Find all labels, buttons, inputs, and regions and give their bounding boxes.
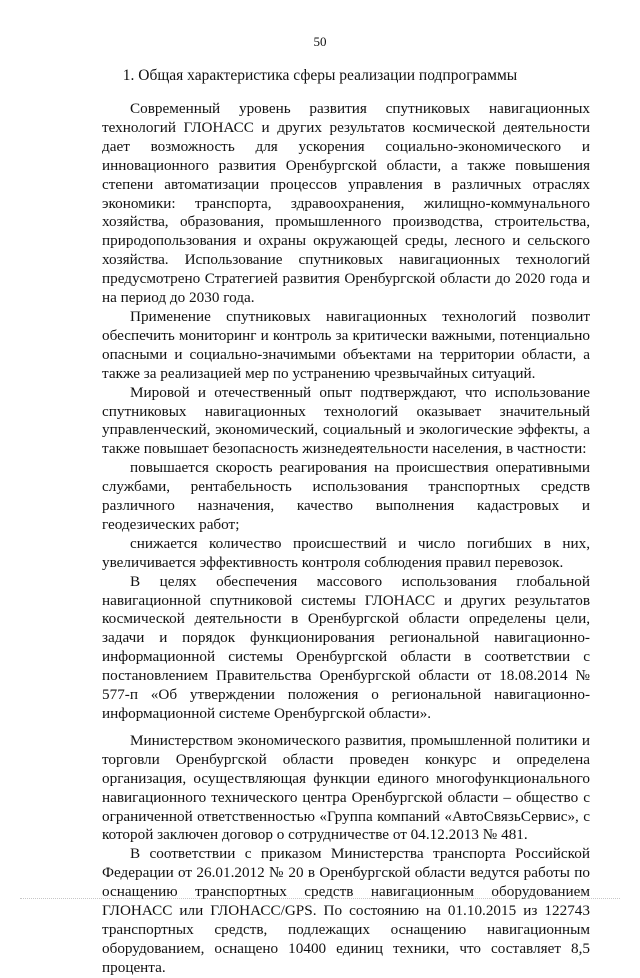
- scan-edge-divider: [20, 898, 620, 900]
- paragraph-ministry-contest: Министерством экономического развития, промышленной политики и торговли Оренбургской области проведен конкурс и определена организация, осуществляющая функции единого многофункционального навигационного технического центра Оренбургской области – обществo с ограниченной ответственностью «Группа компаний «АвтоСвязьСервис», с которой заключен договор о сотрудничестве от 04.12.2013 № 481.: [102, 731, 590, 844]
- section-heading: 1. Общая характеристика сферы реализации подпрограммы: [122, 67, 518, 84]
- paragraph-transport-equipment: В соответствии с приказом Министерства транспорта Российской Федерации от 26.01.2012 № 20 в Оренбургской области ведутся работы по оснащению транспортных средств навигационным оборудованием ГЛОНАСС или ГЛОНАСС/GPS. По состоянию на 01.10.2015 из 122743 транспортных средств, подлежащих оснащению навигационным оборудованием, оснащено 10400 единиц техники, что составляет 8,5 процента.: [102, 845, 590, 976]
- paragraph-incidents-reduction: снижается количество происшествий и число погибших в них, увеличивается эффективность контроля соблюдения правил перевозок.: [102, 534, 590, 571]
- paragraph-response-speed: повышается скорость реагирования на происшествия оперативными службами, рентабельность использования транспортных средств различного назначения, качество выполнения кадастровых и геодезических работ;: [102, 459, 590, 533]
- paragraph-satellite-tech-overview: Современный уровень развития спутниковых навигационных технологий ГЛОНАСС и других результатов космической деятельности дает возможность для ускорения социально-экономического и инновационного развития Оренбургской области, а также повышения степени автоматизации процессов управления в различных отраслях экономики: транспорта, здравоохранения, жилищно-коммунального хозяйства, образования, промышленного производства, строительства, природопользования и охраны окружающей среды, лесного и сельского хозяйства. Использование спутниковых навигационных технологий предусмотрено Стратегией развития Оренбургской области до 2020 года и на период до 2030 года.: [102, 100, 590, 307]
- paragraph-regional-system: В целях обеспечения массового использования глобальной навигационной спутниковой системы ГЛОНАСС и других результатов космической деятельности в Оренбургской области определены цели, задачи и порядок функционирования региональной навигационно-информационной системы Оренбургской области в соответствии с постановлением Правительства Оренбургской области от 18.08.2014 № 577-п «Об утверждении положения о региональной навигационно-информационной системе Оренбургской области».: [102, 572, 590, 722]
- body-text: [102, 100, 590, 978]
- paragraph-world-experience: Мировой и отечественный опыт подтверждают, что использование спутниковых навигационных технологий оказывает значительный управленческий, экономический, социальный и экологические эффекты, а также повышает безопасность жизнедеятельности населения, в частности:: [102, 383, 590, 458]
- page-number: 50: [313, 34, 327, 49]
- paragraph-monitoring-control: Применение спутниковых навигационных технологий позволит обеспечить мониторинг и контроль за критически важными, потенциально опасными и социально-значимыми объектами на территории области, а также за реализацией мер по устранению чрезвычайных ситуаций.: [102, 307, 590, 382]
